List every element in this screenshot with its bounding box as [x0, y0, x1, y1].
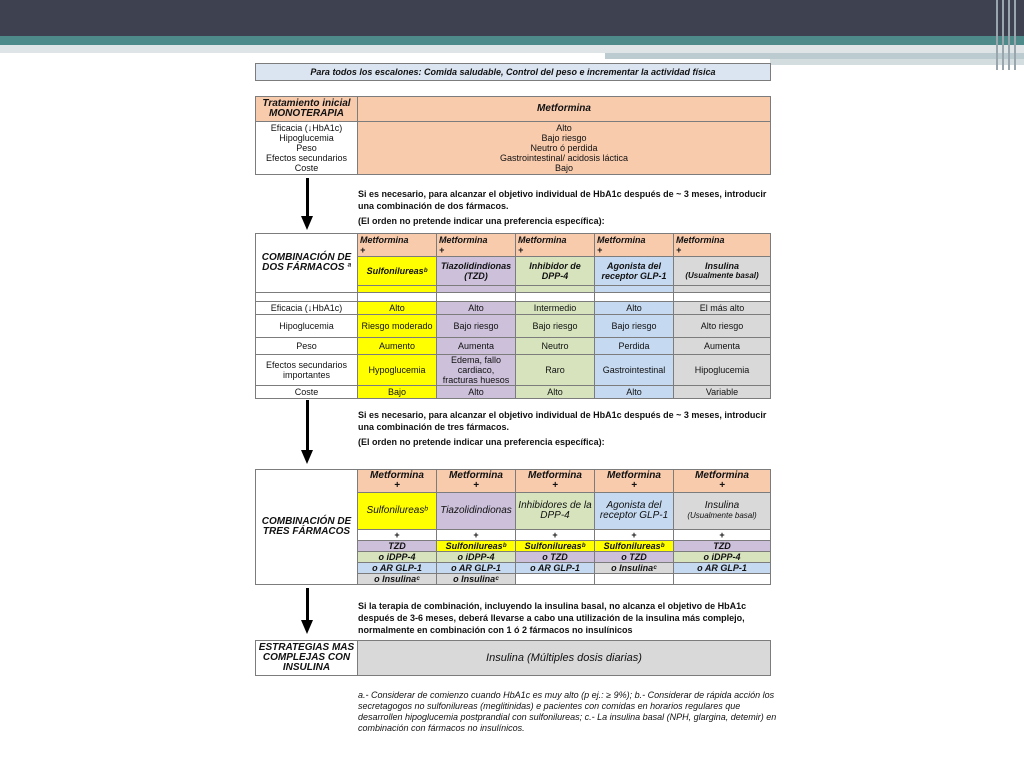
triple-option: o Insulinaᶜ	[437, 574, 516, 585]
triple-option-empty	[674, 574, 771, 585]
mono-value: Gastrointestinal/ acidosis láctica	[499, 153, 629, 163]
dual-insulin-note: (Usualmente basal)	[685, 271, 759, 280]
triple-plus-row: +	[358, 530, 437, 541]
triple-drug-dpp4: Inhibidores de la DPP-4	[516, 493, 595, 530]
arrow-head-1	[301, 216, 313, 230]
triple-option: Sulfonilureasᵇ	[437, 541, 516, 552]
triple-base-drug: Metformina	[607, 470, 661, 481]
arrow-head-3	[301, 620, 313, 634]
dual-cell: Alto	[595, 386, 674, 399]
dual-cell: Alto	[595, 302, 674, 315]
mono-value: Neutro ó perdida	[530, 143, 598, 153]
dual-label-side-effects: Efectos secundarios importantes	[256, 355, 358, 386]
triple-option: o Insulinaᶜ	[358, 574, 437, 585]
slide-grey-band	[0, 45, 1024, 53]
triple-option: TZD	[358, 541, 437, 552]
monotherapy-table	[255, 96, 771, 175]
note-3-text: Si la terapia de combinación, incluyendo la insulina basal, no alcanza el objetivo de HbA1c después de 3-6 meses, deberá llevarse a cabo una utilización de la insulina más complejo, normalmente en combinación con 1 ó 2 fármacos no insulínicos	[358, 601, 747, 635]
dual-cell: Aumenta	[674, 338, 771, 355]
dual-drug-dpp4: Inhibidor de DPP-4	[516, 257, 595, 286]
dual-label-hypoglycemia: Hipoglucemia	[256, 315, 358, 338]
dual-label-weight: Peso	[256, 338, 358, 355]
banner-text: Para todos los escalones: Comida saludable, Control del peso e incrementar la actividad física	[256, 64, 771, 81]
triple-base-drug: Metformina	[528, 470, 582, 481]
triple-option: o AR GLP-1	[437, 563, 516, 574]
triple-option: o AR GLP-1	[674, 563, 771, 574]
dual-title: COMBINACIÓN DE DOS FÁRMACOS ª	[256, 234, 358, 293]
mono-value: Bajo riesgo	[541, 133, 587, 143]
triple-title: COMBINACIÓN DE TRES FÁRMACOS	[256, 470, 358, 585]
mono-value: Bajo	[554, 163, 573, 173]
dual-cell: Alto	[437, 386, 516, 399]
slide-decor-line	[1014, 0, 1016, 70]
triple-plus-row: +	[516, 530, 595, 541]
slide-decor-line	[1002, 0, 1004, 70]
triple-option: TZD	[674, 541, 771, 552]
triple-insulin-note: (Usualmente basal)	[687, 511, 757, 520]
dual-cell: Aumento	[358, 338, 437, 355]
mono-drug: Metformina	[358, 97, 771, 122]
note-1-order: (El orden no pretende indicar una preferencia específica):	[358, 216, 605, 226]
triple-plus: +	[552, 480, 558, 491]
dual-base-drug: Metformina	[439, 235, 488, 245]
dual-cell: Alto	[516, 386, 595, 399]
dual-base-drug: Metformina	[597, 235, 646, 245]
triple-plus: +	[719, 480, 725, 491]
slide-decor-line	[996, 0, 998, 70]
dual-cell: Riesgo moderado	[358, 315, 437, 338]
dual-cell: Perdida	[595, 338, 674, 355]
dual-drug-glp1: Agonista del receptor GLP-1	[595, 257, 674, 286]
triple-option: Sulfonilureasᵇ	[595, 541, 674, 552]
dual-drug-sulfonylurea: Sulfonilureasᵇ	[358, 257, 437, 286]
dual-cell: Alto	[358, 302, 437, 315]
dual-combination-table	[255, 233, 771, 399]
dual-plus: +	[439, 245, 445, 255]
arrow-head-2	[301, 450, 313, 464]
triple-option-empty	[516, 574, 595, 585]
dual-cell: Raro	[516, 355, 595, 386]
slide-top-bar	[0, 0, 1024, 36]
note-2-text: Si es necesario, para alcanzar el objetivo individual de HbA1c después de ~ 3 meses, introducir una combinación de tres fármacos.	[358, 410, 767, 432]
dual-base-drug: Metformina	[360, 235, 409, 245]
dual-cell: Alto	[437, 302, 516, 315]
dual-label-efficacy: Eficacia (↓HbA1c)	[256, 302, 358, 315]
arrow-down-2	[306, 400, 309, 452]
complex-title: ESTRATEGIAS MAS COMPLEJAS CON INSULINA	[256, 641, 358, 676]
triple-base-drug: Metformina	[370, 470, 424, 481]
triple-combination-table	[255, 469, 771, 585]
triple-plus: +	[473, 480, 479, 491]
triple-option: o AR GLP-1	[516, 563, 595, 574]
dual-cell: Bajo riesgo	[516, 315, 595, 338]
slide-decor-line	[1008, 0, 1010, 70]
triple-option: o TZD	[595, 552, 674, 563]
mono-label: Hipoglucemia	[279, 133, 334, 143]
dual-cell: Bajo riesgo	[595, 315, 674, 338]
banner-table	[255, 63, 771, 81]
mono-label: Efectos secundarios	[265, 153, 348, 163]
dual-cell: Hypoglucemia	[358, 355, 437, 386]
triple-drug-sulfonylurea: Sulfonilureasᵇ	[358, 493, 437, 530]
mono-title: Tratamiento inicial MONOTERAPIA	[256, 97, 358, 122]
dual-cell: Neutro	[516, 338, 595, 355]
triple-base-drug: Metformina	[449, 470, 503, 481]
triple-drug-tzd: Tiazolidindionas	[437, 493, 516, 530]
triple-plus: +	[394, 480, 400, 491]
mono-label: Coste	[294, 163, 319, 173]
dual-cell: Hipoglucemia	[674, 355, 771, 386]
mono-label: Peso	[296, 143, 317, 153]
dual-plus: +	[518, 245, 524, 255]
dual-base-drug: Metformina	[676, 235, 725, 245]
triple-option: o TZD	[516, 552, 595, 563]
slide-decor-strip-2	[770, 59, 1024, 65]
dual-cell: Bajo riesgo	[437, 315, 516, 338]
arrow-down-3	[306, 588, 309, 622]
note-1-text: Si es necesario, para alcanzar el objetivo individual de HbA1c después de ~ 3 meses, introducir una combinación de dos fármacos.	[358, 189, 767, 211]
triple-plus-row: +	[437, 530, 516, 541]
triple-option-empty	[595, 574, 674, 585]
dual-cell: Intermedio	[516, 302, 595, 315]
mono-label: Eficacia (↓HbA1c)	[270, 123, 343, 133]
triple-drug-glp1: Agonista del receptor GLP-1	[595, 493, 674, 530]
dual-cell: Gastrointestinal	[595, 355, 674, 386]
dual-cell: Alto riesgo	[674, 315, 771, 338]
slide-teal-band	[0, 36, 1024, 45]
mono-value: Alto	[556, 123, 572, 133]
triple-option: o Insulinaᶜ	[595, 563, 674, 574]
triple-option: o iDPP-4	[358, 552, 437, 563]
footnote-text: a.- Considerar de comienzo cuando HbA1c es muy alto (p ej.: ≥ 9%); b.- Considerar de rápida acción los secretagogos no sulfonilureas (meglitinidas) e pacientes con comidas en horarios regulares que desarrollen hipoglucemia postprandial con sulfonilureas; c.- La insulina basal (NPH, glargina, detemir) en combinación con fármacos no insulínicos.	[358, 690, 777, 733]
triple-plus-row: +	[674, 530, 771, 541]
triple-drug-insulin: Insulina	[704, 500, 740, 511]
dual-drug-insulin: Insulina	[704, 261, 739, 271]
triple-option: Sulfonilureasᵇ	[516, 541, 595, 552]
triple-option: o iDPP-4	[674, 552, 771, 563]
dual-cell: Edema, fallo cardiaco, fracturas huesos	[437, 355, 516, 386]
triple-option: o iDPP-4	[437, 552, 516, 563]
dual-base-drug: Metformina	[518, 235, 567, 245]
dual-label-cost: Coste	[256, 386, 358, 399]
dual-cell: Aumenta	[437, 338, 516, 355]
complex-insulin-table	[255, 640, 771, 676]
triple-plus-row: +	[595, 530, 674, 541]
triple-plus: +	[631, 480, 637, 491]
dual-cell: Variable	[674, 386, 771, 399]
complex-value: Insulina (Múltiples dosis diarias)	[358, 641, 771, 676]
dual-plus: +	[597, 245, 603, 255]
dual-plus: +	[676, 245, 682, 255]
triple-base-drug: Metformina	[695, 470, 749, 481]
dual-cell: Bajo	[358, 386, 437, 399]
arrow-down-1	[306, 178, 309, 218]
dual-cell: El más alto	[674, 302, 771, 315]
dual-plus: +	[360, 245, 366, 255]
triple-option: o AR GLP-1	[358, 563, 437, 574]
note-2-order: (El orden no pretende indicar una preferencia específica):	[358, 437, 605, 447]
dual-drug-tzd: Tiazolidindionas (TZD)	[437, 257, 516, 286]
